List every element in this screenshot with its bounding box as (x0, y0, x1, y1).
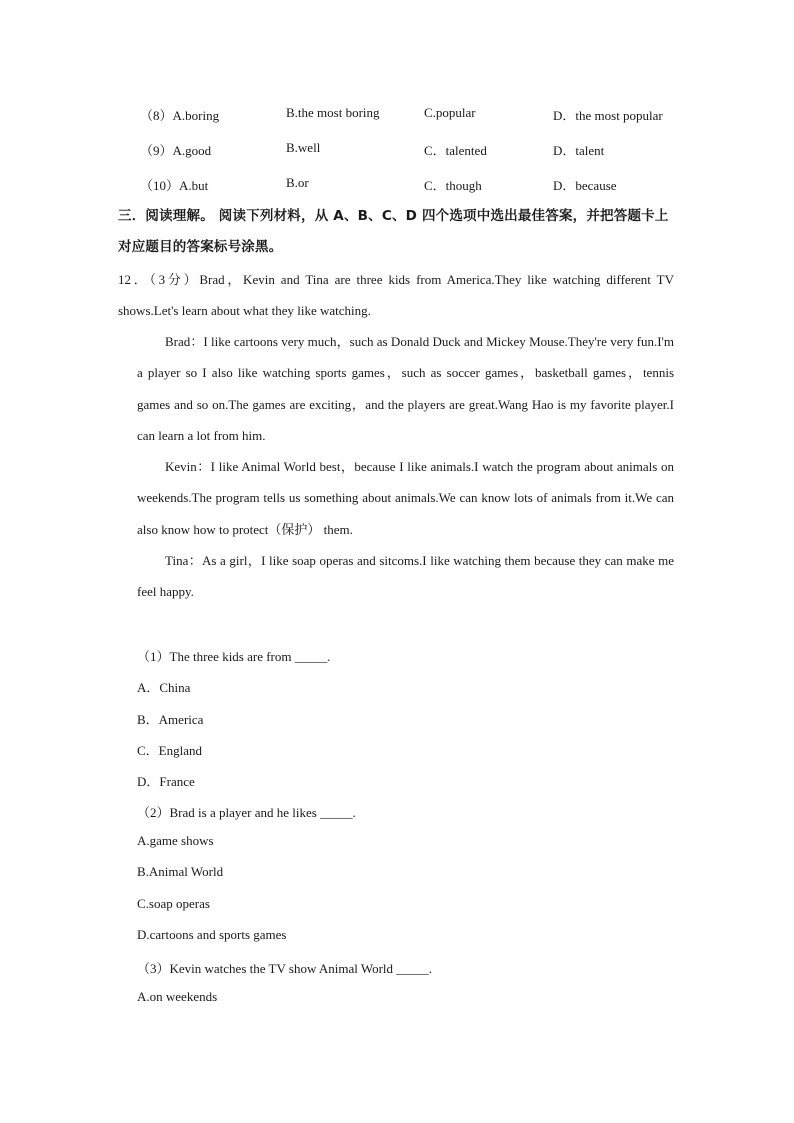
option-b: B.the most boring (286, 105, 380, 120)
question-intro (118, 264, 674, 327)
choice-2b: B.Animal World (137, 864, 224, 879)
choice-2d: D.cartoons and sports games (137, 927, 287, 942)
sub-question-3-stem: （3）Kevin watches the TV show Animal World _____. (137, 961, 433, 976)
option-c: C．talented (424, 143, 487, 158)
choice-1d: D．France (137, 774, 195, 789)
choice-1b: B．America (137, 712, 204, 727)
option-a: （9）A.good (140, 143, 212, 158)
choice-1c: C．England (137, 743, 202, 758)
option-c: C．though (424, 178, 482, 193)
option-d: D．because (553, 178, 617, 193)
question-intro-text: Brad，Kevin and Tina are three kids from America.They like watching different TV shows.Let's learn about what they like watching. (118, 272, 674, 319)
sub-question-1-stem: （1）The three kids are from _____. (137, 649, 331, 664)
option-d: D．talent (553, 143, 605, 158)
option-a: （8）A.boring (140, 108, 220, 123)
options-row-8 (0, 105, 794, 125)
option-b: B.well (286, 140, 321, 155)
passage-brad: Brad：I like cartoons very much，such as Donald Duck and Mickey Mouse.They're very fun.I'm a player so I also like watching sports games，such as soccer games，basketball games，tennis games and so on.The games are exciting，and the players are great.Wang Hao is my favorite player.I can learn a lot from him. (137, 334, 674, 443)
passage-kevin: Kevin：I like Animal World best，because I like animals.I watch the program about animals on weekends.The program tells us something about animals.We can know lots of animals from it.We can also know how to protect（保护） them. (137, 459, 674, 537)
question-number: 12．（3分） (118, 272, 200, 287)
option-a: （10）A.but (140, 178, 209, 193)
choice-3a: A.on weekends (137, 989, 218, 1004)
choice-2c: C.soap operas (137, 896, 210, 911)
options-row-9 (0, 140, 794, 160)
passage-tina: Tina：As a girl，I like soap operas and sitcoms.I like watching them because they can make me feel happy. (137, 553, 674, 600)
sub-question-2-stem: （2）Brad is a player and he likes _____. (137, 805, 356, 820)
section-heading: 三．阅读理解。 阅读下列材料，从 A、B、C、D 四个选项中选出最佳答案，并把答题卡上对应题目的答案标号涂黑。 (118, 208, 669, 255)
choice-1a: A．China (137, 680, 191, 695)
option-b: B.or (286, 175, 309, 190)
choice-2a: A.game shows (137, 833, 214, 848)
option-c: C.popular (424, 105, 476, 120)
options-row-10 (0, 175, 794, 195)
option-d: D．the most popular (553, 108, 663, 123)
